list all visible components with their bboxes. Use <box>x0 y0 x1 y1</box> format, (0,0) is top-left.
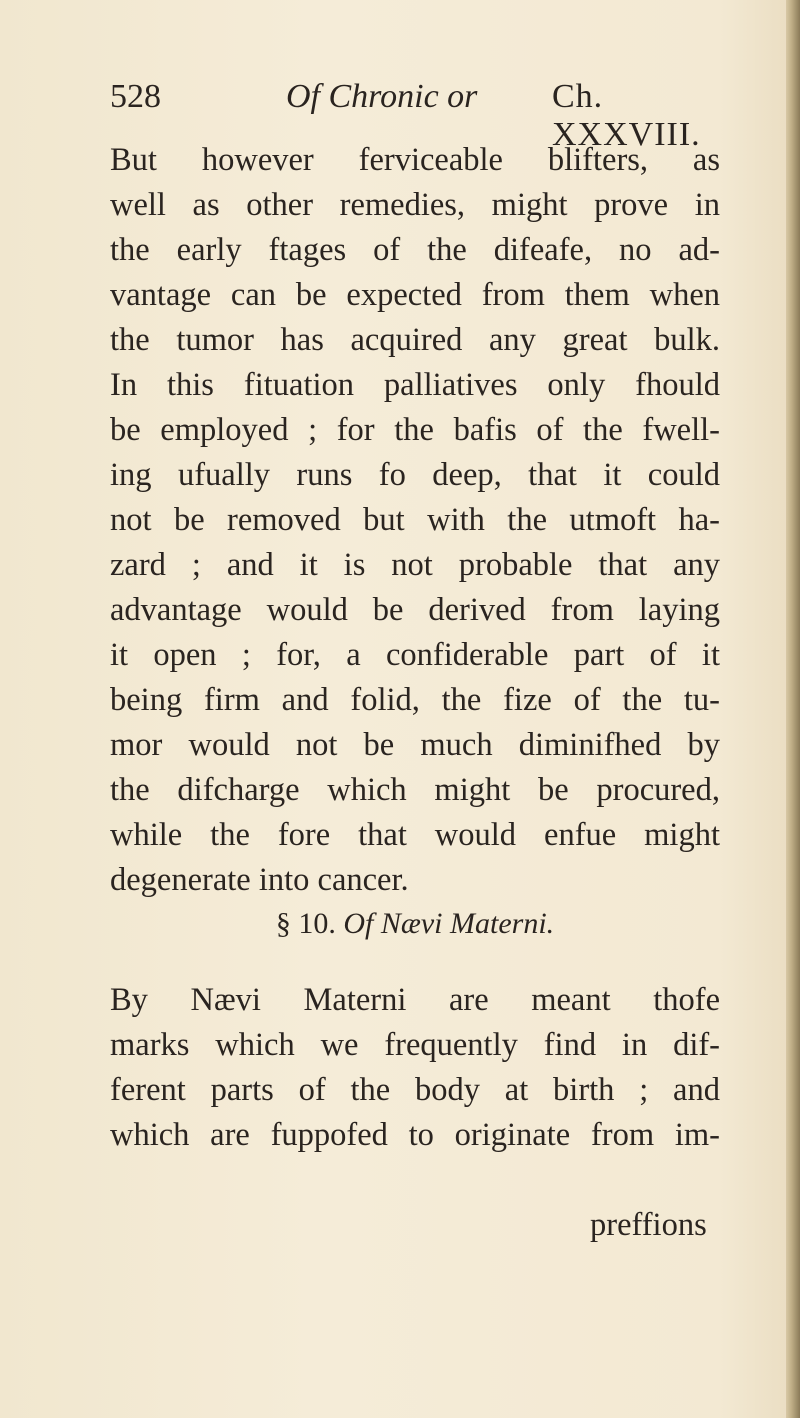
text-line: degenerate into cancer. <box>110 862 409 898</box>
paragraph-2 <box>110 978 720 1158</box>
text-line: while the fore that would enfue might <box>110 817 720 853</box>
text-line: be employed ; for the bafis of the fwell- <box>110 412 720 448</box>
text-line: well as other remedies, might prove in <box>110 187 720 223</box>
text-line: the early ftages of the difeafe, no ad- <box>110 232 720 268</box>
section-heading <box>110 907 720 941</box>
page-edge <box>786 0 800 1418</box>
running-header <box>110 78 720 153</box>
text-line: which are fuppofed to originate from im- <box>110 1117 720 1153</box>
text-line: the tumor has acquired any great bulk. <box>110 322 720 358</box>
text-line: advantage would be derived from laying <box>110 592 720 628</box>
text-line: In this fituation palliatives only fhould <box>110 367 720 403</box>
text-line: ferent parts of the body at birth ; and <box>110 1072 720 1108</box>
text-line: marks which we frequently find in dif- <box>110 1027 720 1063</box>
chapter-label: Ch. XXXVIII. <box>552 78 701 153</box>
page-number: 528 <box>110 78 161 115</box>
running-title: Of Chronic or <box>286 78 478 115</box>
text-line: vantage can be expected from them when <box>110 277 720 313</box>
section-number: § 10. <box>275 907 336 940</box>
text-line: By Nævi Materni are meant thofe <box>110 982 720 1018</box>
text-line: not be removed but with the utmoft ha- <box>110 502 720 538</box>
text-line: But however ferviceable blifters, as <box>110 142 720 178</box>
paragraph-1 <box>110 138 720 903</box>
text-line: mor would not be much diminifhed by <box>110 727 720 763</box>
text-line: zard ; and it is not probable that any <box>110 547 720 583</box>
section-title: Of Nævi Materni. <box>343 907 555 940</box>
text-line: the difcharge which might be procured, <box>110 772 720 808</box>
text-line: it open ; for, a confiderable part of it <box>110 637 720 673</box>
text-line: being firm and folid, the fize of the tu- <box>110 682 720 718</box>
text-line: ing ufually runs fo deep, that it could <box>110 457 720 493</box>
catchword: preffions <box>590 1207 707 1243</box>
